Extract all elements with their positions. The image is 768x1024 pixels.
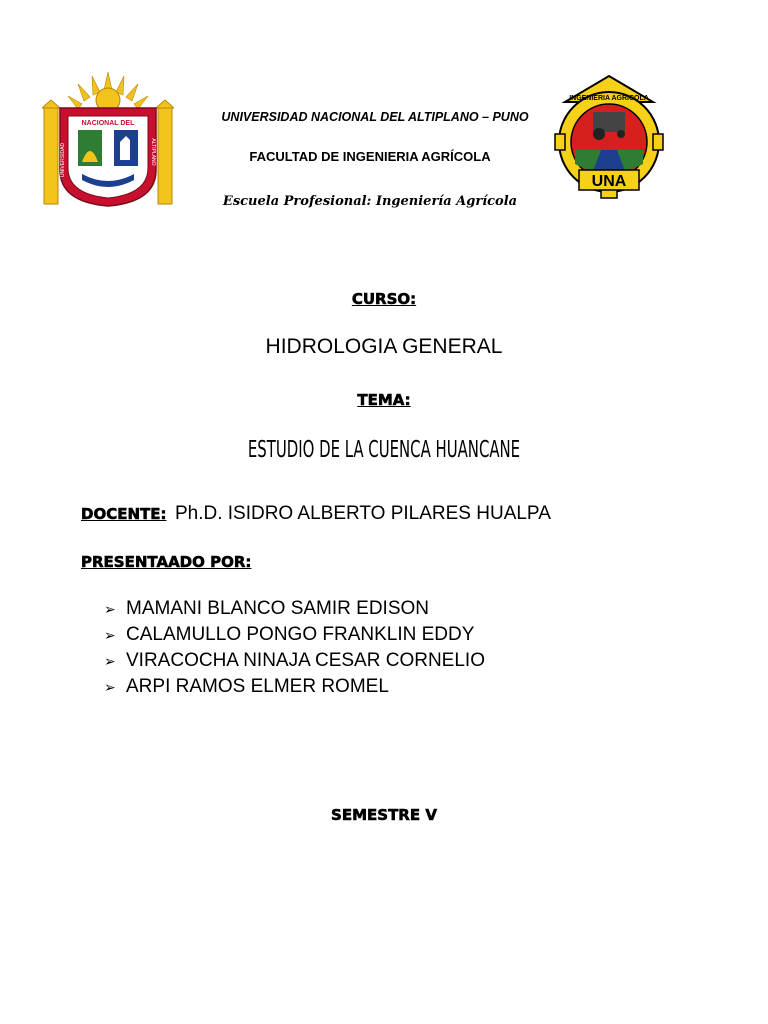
semester-label: SEMESTRE V [331, 806, 437, 824]
topic-title: ESTUDIO DE LA CUENCA HUANCANE [247, 437, 521, 463]
semester-wrap [0, 806, 768, 825]
list-item [104, 674, 485, 700]
university-name: UNIVERSIDAD NACIONAL DEL ALTIPLANO – PUNO [221, 110, 529, 124]
faculty-name: FACULTAD DE INGENIERIA AGRÍCOLA [249, 149, 491, 164]
teacher-line [81, 503, 551, 525]
svg-text:UNA: UNA [591, 173, 627, 190]
course-name: HIDROLOGIA GENERAL [265, 335, 503, 358]
student-name: VIRACOCHA NINAJA CESAR CORNELIO [126, 650, 485, 671]
list-item [104, 622, 485, 648]
teacher-name: Ph.D. ISIDRO ALBERTO PILARES HUALPA [174, 503, 551, 524]
svg-text:ALTIPLANO: ALTIPLANO [150, 138, 156, 166]
student-name: ARPI RAMOS ELMER ROMEL [126, 676, 389, 697]
university-crest-icon [42, 70, 174, 210]
svg-text:PUNO: PUNO [99, 188, 117, 194]
course-label-wrap [0, 290, 768, 309]
topic-label-wrap [0, 391, 768, 410]
student-name: CALAMULLO PONGO FRANKLIN EDDY [126, 624, 475, 645]
arrow-bullet-icon: ➢ [104, 678, 116, 695]
list-item [104, 648, 485, 674]
presented-by-label-wrap [81, 553, 251, 572]
arrow-bullet-icon: ➢ [104, 600, 116, 617]
svg-text:INGENIERIA AGRICOLA: INGENIERIA AGRICOLA [569, 95, 649, 102]
student-name: MAMANI BLANCO SAMIR EDISON [126, 598, 429, 619]
teacher-label: DOCENTE: [81, 505, 167, 523]
student-list [104, 596, 485, 700]
arrow-bullet-icon: ➢ [104, 652, 116, 669]
school-name: Escuela Profesional: Ingeniería Agrícola [222, 194, 518, 209]
arrow-bullet-icon: ➢ [104, 626, 116, 643]
svg-text:UNIVERSIDAD: UNIVERSIDAD [60, 142, 66, 178]
presented-by-label: PRESENTAADO POR: [81, 553, 252, 571]
list-item [104, 596, 485, 622]
engineering-faculty-emblem-icon [553, 72, 665, 200]
course-label: CURSO: [351, 290, 417, 308]
topic-label: TEMA: [357, 391, 411, 409]
svg-text:NACIONAL DEL: NACIONAL DEL [81, 120, 135, 127]
